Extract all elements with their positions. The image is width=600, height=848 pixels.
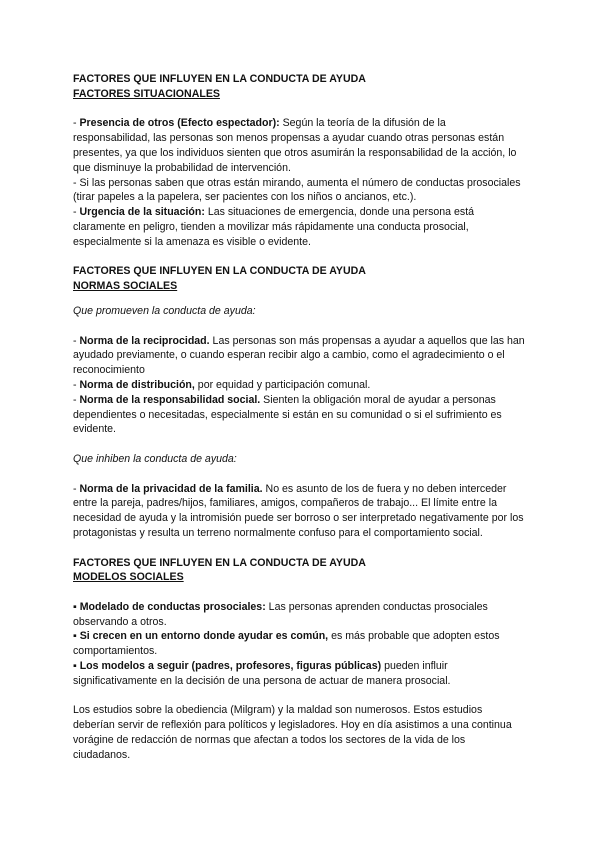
- situational-item-bystander: - Presencia de otros (Efecto espectador): Según la teoría de la difusión de la responsabilidad, las personas son menos propensas a ayudar cuando otras personas están presentes, ya que los individuos sienten que otros asumirán la responsabilidad de la acción, lo que disminuye la probabilidad de intervención.: [73, 117, 517, 174]
- document-body: [73, 72, 525, 763]
- norm-item-distribution: - Norma de distribución, por equidad y participación comunal.: [73, 378, 371, 391]
- closing-paragraph: Los estudios sobre la obediencia (Milgram) y la maldad son numerosos. Estos estudios deberían servir de reflexión para políticos y legisladores. Hoy en día asistimos a una continua vorágine de redacción de normas que afectan a todos los sectores de la vida de los ciudadanos.: [73, 704, 512, 761]
- norm-item-reciprocity: - Norma de la reciprocidad. Las personas son más propensas a ayudar a aquellos que las han ayudado previamente, o cuando esperan recibir algo a cambio, como el agradecimiento o el reconocimiento: [73, 334, 525, 377]
- inhibit-label: Que inhiben la conducta de ayuda:: [73, 452, 237, 465]
- promote-label: Que promueven la conducta de ayuda:: [73, 304, 256, 317]
- section2-title: FACTORES QUE INFLUYEN EN LA CONDUCTA DE AYUDA: [73, 265, 366, 278]
- model-item-role-models: ▪ Los modelos a seguir (padres, profesores, figuras públicas) pueden influir significativamente en la decisión de una persona de actuar de manera prosocial.: [73, 660, 451, 687]
- section1-title: FACTORES QUE INFLUYEN EN LA CONDUCTA DE AYUDA: [73, 73, 366, 85]
- model-item-modeling: ▪ Modelado de conductas prosociales: Las personas aprenden conductas prosociales observando a otros.: [73, 600, 488, 628]
- section3-subtitle: MODELOS SOCIALES: [73, 571, 184, 584]
- situational-item-urgency: - Urgencia de la situación: Las situaciones de emergencia, donde una persona está claramente en peligro, tienden a movilizar más rápidamente una conducta prosocial, especialmente si la amenaza es visible o evidente.: [73, 206, 475, 248]
- model-item-environment: ▪ Si crecen en un entorno donde ayudar es común, es más probable que adopten estos comportamientos.: [73, 630, 500, 658]
- section1-subtitle: FACTORES SITUACIONALES: [73, 87, 220, 100]
- situational-item-observed: - Si las personas saben que otras están mirando, aumenta el número de conductas prosociales (tirar papeles a la papelera, ser pacientes con los niños o ancianos, etc.).: [73, 176, 521, 204]
- norm-item-social-responsibility: - Norma de la responsabilidad social. Sienten la obligación moral de ayudar a personas dependientes o necesitadas, especialmente si están en su comunidad o si el sufrimiento es evidente.: [73, 393, 502, 436]
- section2-subtitle: NORMAS SOCIALES: [73, 280, 178, 293]
- norm-item-family-privacy: - Norma de la privacidad de la familia. No es asunto de los de fuera y no deben interceder entre la pareja, padres/hijos, familiares, amigos, compañeros de trabajo... El límite entre la necesidad de ayuda y la intromisión puede ser borroso o ser interpretado negativamente por los protagonistas y resulta un terreno normalmente confuso para el comportamiento social.: [73, 482, 524, 539]
- section3-title: FACTORES QUE INFLUYEN EN LA CONDUCTA DE AYUDA: [73, 556, 366, 569]
